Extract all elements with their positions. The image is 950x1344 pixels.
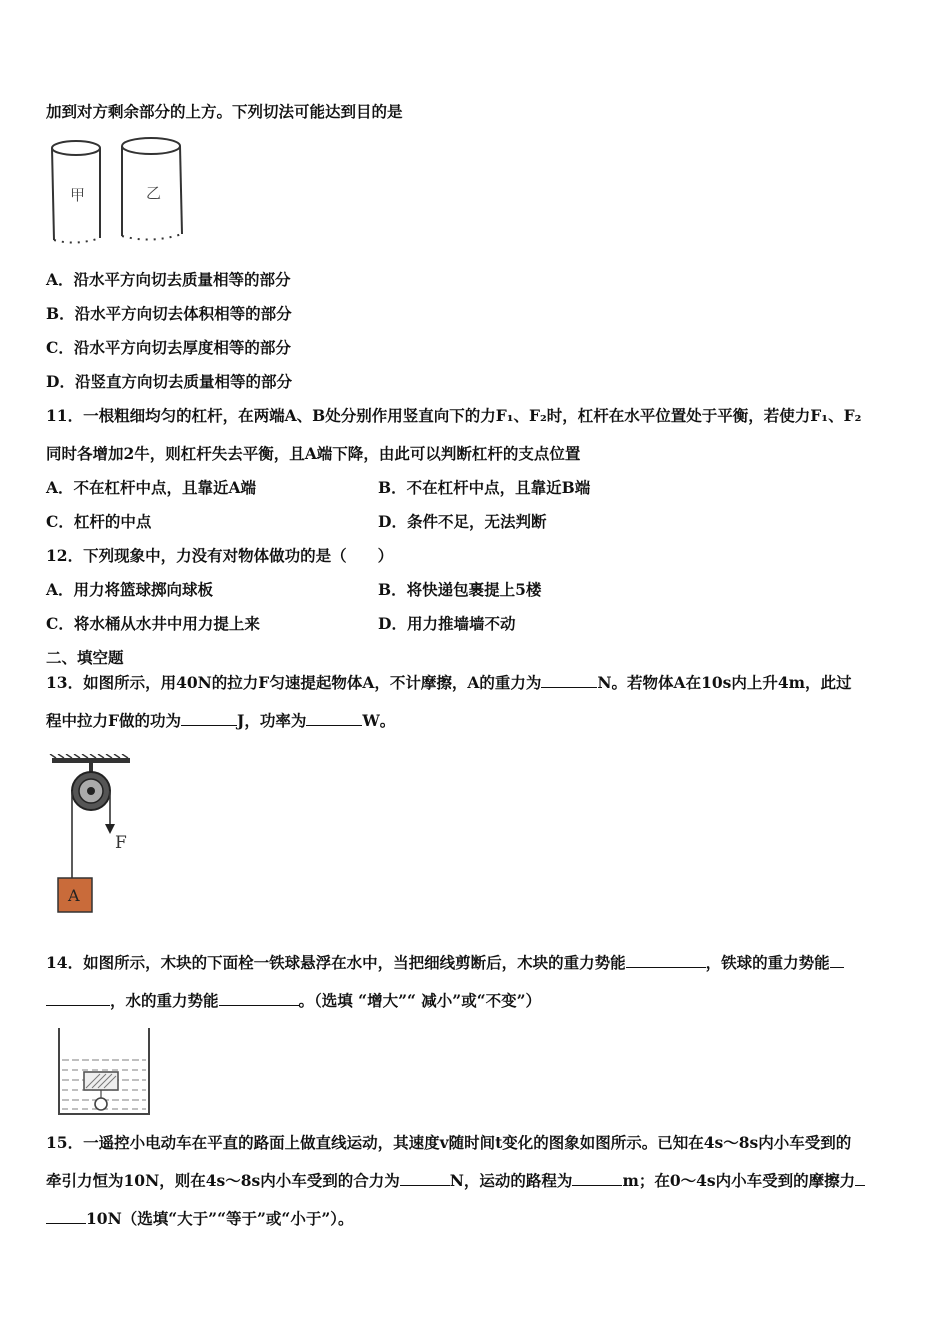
q14-text-1: 14．如图所示，木块的下面栓一铁球悬浮在水中，当把细线剪断后，木块的重力势能 — [46, 953, 626, 972]
q11-option-a: A．不在杠杆中点，且靠近A端 — [46, 478, 257, 497]
q12-stem: 12．下列现象中，力没有对物体做功的是（ ） — [46, 546, 394, 565]
water-container-figure — [54, 1028, 154, 1118]
q15-text-3: m；在0～4s内小车受到的摩擦力 — [622, 1171, 856, 1190]
q11-stem-line2: 同时各增加2牛，则杠杆失去平衡，且A端下降，由此可以判断杠杆的支点位置 — [46, 444, 581, 463]
q13-text-2: N。若物体A在10s内上升4m，此过 — [597, 673, 852, 692]
force-label: F — [115, 833, 127, 853]
q15-blank-distance[interactable] — [572, 1171, 622, 1186]
q13-text-3: 程中拉力F做的功为 — [46, 711, 182, 730]
q15-line2 — [46, 1171, 865, 1191]
q13-line1 — [46, 673, 852, 693]
q14-text-4: 。（选填 “增大”“ 减小”或“不变”） — [298, 991, 542, 1010]
q11-option-d: D．条件不足，无法判断 — [378, 512, 547, 531]
wood-block — [84, 1072, 118, 1090]
block-a-label: A — [68, 886, 80, 905]
q13-text-1: 13．如图所示，用40N的拉力F匀速提起物体A，不计摩擦，A的重力为 — [46, 673, 542, 692]
q13-blank-gravity[interactable] — [541, 673, 597, 688]
cylinders-figure — [48, 136, 188, 248]
q12-option-a: A．用力将篮球掷向球板 — [46, 580, 214, 599]
q12-option-c: C．将水桶从水井中用力提上来 — [46, 614, 260, 633]
cylinder-b-label: 乙 — [146, 184, 162, 202]
pulley-figure — [48, 754, 138, 920]
q13-blank-work[interactable] — [181, 711, 237, 726]
q10-option-d: D．沿竖直方向切去质量相等的部分 — [46, 372, 292, 391]
q14-blank-water[interactable] — [219, 991, 299, 1006]
q13-line2 — [46, 711, 395, 731]
q14-blank-wood[interactable] — [626, 953, 706, 968]
q10-option-a: A．沿水平方向切去质量相等的部分 — [46, 270, 291, 289]
ceiling — [52, 758, 130, 763]
q15-text-2: N，运动的路程为 — [449, 1171, 573, 1190]
q14-blank-ball-a[interactable] — [830, 953, 844, 968]
q13-blank-power[interactable] — [306, 711, 362, 726]
q11-option-c: C．杠杆的中点 — [46, 512, 152, 531]
q15-line1: 15．一遥控小电动车在平直的路面上做直线运动，其速度v随时间t变化的图象如图所示。已知在4s～8s内小车受到的 — [46, 1133, 852, 1152]
q15-blank-friction-b[interactable] — [46, 1209, 86, 1224]
q10-option-c: C．沿水平方向切去厚度相等的部分 — [46, 338, 291, 357]
q10-option-b: B．沿水平方向切去体积相等的部分 — [46, 304, 292, 323]
q15-blank-friction-a[interactable] — [855, 1171, 865, 1186]
q13-text-5: W。 — [362, 711, 396, 730]
q14-text-3: ，水的重力势能 — [110, 991, 219, 1010]
force-arrow — [105, 824, 115, 834]
q12-option-b: B．将快递包裹提上5楼 — [378, 580, 542, 599]
q14-line1 — [46, 953, 844, 973]
q12-option-d: D．用力推墙墙不动 — [378, 614, 516, 633]
q15-text-4: 10N（选填“大于”“等于”或“小于”）。 — [86, 1209, 354, 1228]
q14-blank-ball-b[interactable] — [46, 991, 110, 1006]
cylinder-a-label: 甲 — [70, 186, 86, 204]
q14-line2 — [46, 991, 541, 1011]
q11-option-b: B．不在杠杆中点，且靠近B端 — [378, 478, 591, 497]
intro-text: 加到对方剩余部分的上方。下列切法可能达到目的是 — [46, 102, 403, 121]
q15-text-1: 牵引力恒为10N，则在4s～8s内小车受到的合力为 — [46, 1171, 400, 1190]
q13-text-4: J，功率为 — [237, 711, 307, 730]
q15-blank-net-force[interactable] — [400, 1171, 450, 1186]
q14-text-2: ，铁球的重力势能 — [705, 953, 830, 972]
iron-ball — [95, 1098, 107, 1110]
q11-stem-line1: 11．一根粗细均匀的杠杆，在两端A、B处分别作用竖直向下的力F₁、F₂时，杠杆在水平位置处于平衡，若使力F₁、F₂ — [46, 406, 862, 425]
q15-line3 — [46, 1209, 353, 1229]
section-heading: 二、填空题 — [46, 648, 124, 667]
